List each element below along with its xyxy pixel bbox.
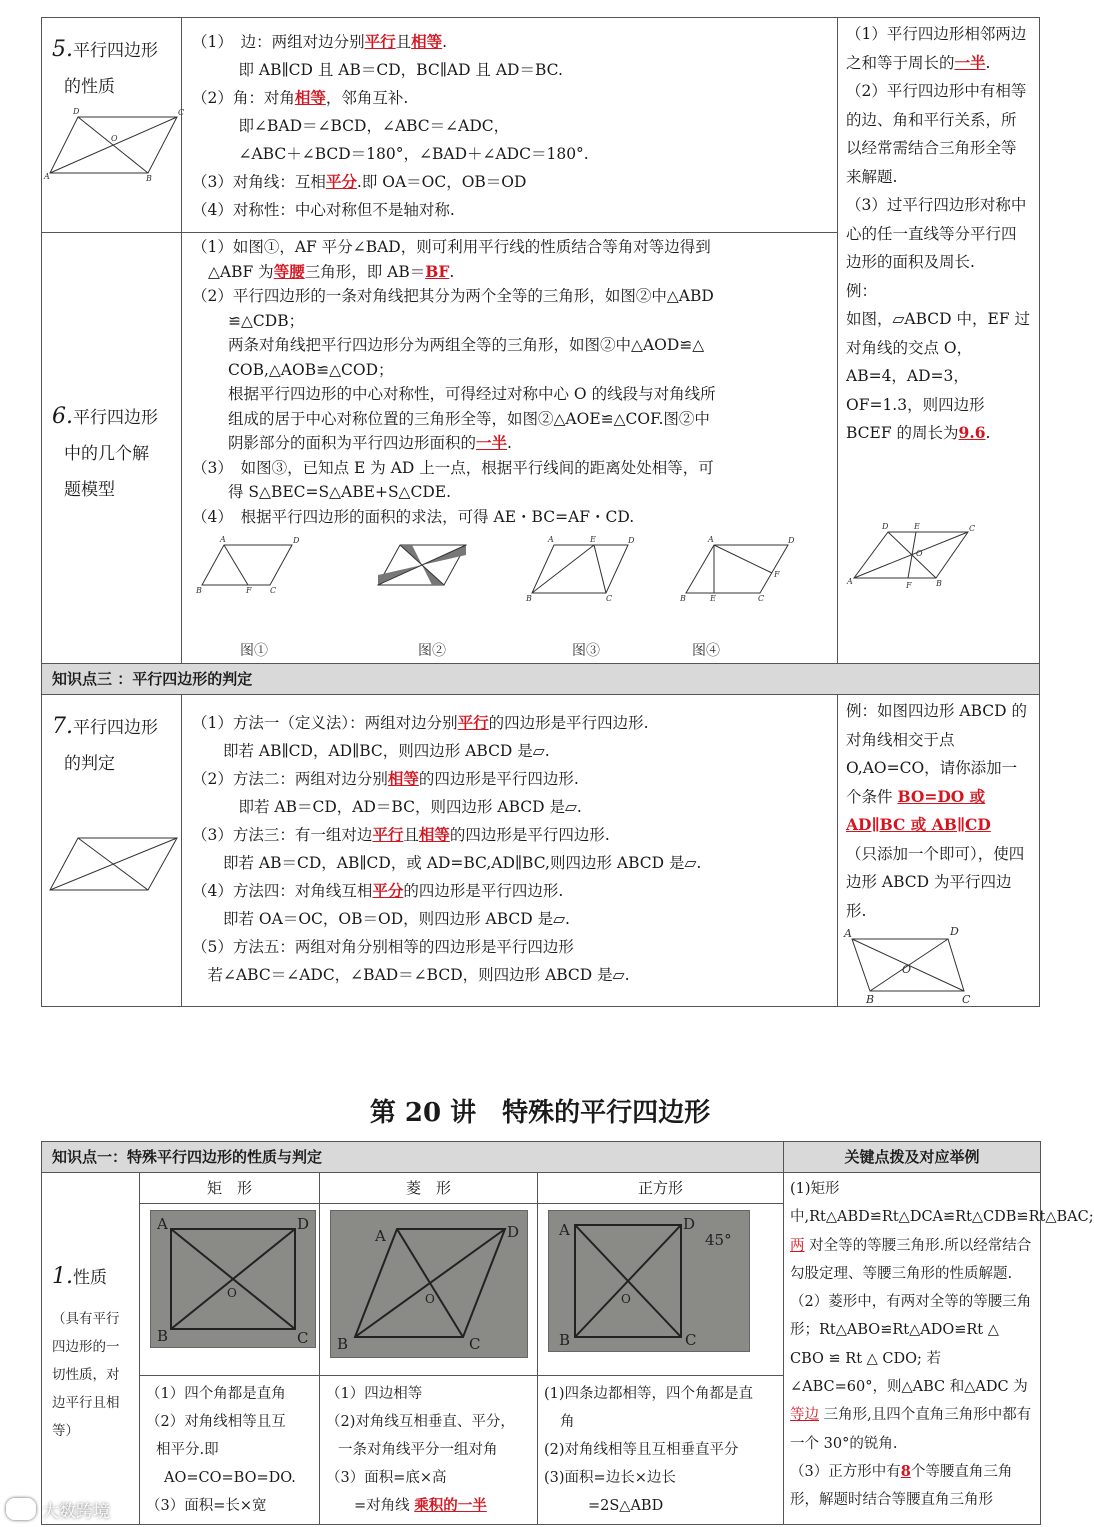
footer-brand: 大数跨境 bbox=[6, 1496, 146, 1522]
svg-text:O: O bbox=[425, 1292, 435, 1306]
text-line: （4） 根据平行四边形的面积的求法，可得 AE・BC=AF・CD. bbox=[192, 507, 635, 526]
svg-text:A: A bbox=[548, 535, 554, 544]
svg-text:图③: 图③ bbox=[572, 643, 600, 659]
text-line: 即若 AB＝CD，AD＝BC，则四边形 ABCD 是▱. bbox=[192, 798, 582, 816]
svg-text:B: B bbox=[526, 594, 532, 603]
side-header: 关键点拨及对应举例 bbox=[784, 1142, 1041, 1173]
prop-line: （3）面积=底×高 bbox=[326, 1470, 447, 1486]
side-notes-cell-kp1 bbox=[784, 1173, 1094, 1525]
svg-text:F: F bbox=[906, 580, 912, 590]
svg-text:F: F bbox=[774, 570, 780, 579]
svg-text:A: A bbox=[708, 535, 714, 544]
text-line: 两条对角线把平行四边形分为两组全等的三角形，如图②中△AOD≌△ bbox=[228, 336, 705, 354]
svg-text:B: B bbox=[196, 586, 202, 595]
svg-text:B: B bbox=[146, 174, 152, 183]
svg-text:图④: 图④ bbox=[692, 643, 720, 659]
side-note: 如图，▱ABCD 中，EF 过对角线的交点 O，AB=4，AD=3，OF=1.3，则四边形 BCEF 的周长为9.6. bbox=[846, 310, 1031, 442]
section-header-kp1: 知识点一：特殊平行四边形的性质与判定 bbox=[42, 1142, 784, 1173]
prop-line: AO=CO=BO=DO. bbox=[164, 1470, 296, 1486]
svg-text:E: E bbox=[590, 535, 596, 544]
text-line: （2）平行四边形的一条对角线把其分为两个全等的三角形，如图②中△ABD bbox=[192, 287, 714, 305]
side-note: （1）平行四边形相邻两边之和等于周长的一半. bbox=[846, 25, 1027, 72]
side-note: （2）菱形中，有两对全等的等腰三角形；Rt△ABO≌Rt△ADO≌Rt △ CBO ≌ Rt △ CDO; 若 ∠ABC=60°，则△ABC 和△ADC 为 等边 三角形,且四个直角三角形中都有一个 30°的锐角. bbox=[790, 1294, 1032, 1452]
side-note: 例：如图四边形 ABCD 的对角线相交于点 O,AO=CO，请你添加一个条件 BO=DO 或 AD∥BC 或 AB∥CD bbox=[846, 702, 1028, 834]
col-square: 正方形 bbox=[538, 1173, 784, 1204]
svg-text:B: B bbox=[157, 1327, 169, 1345]
prop-line: 相平分.即 bbox=[156, 1442, 219, 1458]
model-figures bbox=[182, 533, 832, 663]
rect-photo bbox=[150, 1210, 316, 1348]
topic-cell-1: 1.性质 （具有平行四边形的一切性质，对边平行且相等） bbox=[42, 1173, 140, 1525]
side-notes-cell-3 bbox=[838, 695, 1040, 1007]
text-line: 得 S△BEC=S△ABE+S△CDE. bbox=[228, 483, 452, 501]
svg-text:图②: 图② bbox=[418, 643, 446, 659]
side-notes-cell-1 bbox=[838, 18, 1040, 664]
text-line: （4）对称性：中心对称但不是轴对称. bbox=[192, 201, 455, 219]
svg-text:C: C bbox=[685, 1331, 697, 1349]
svg-text:A: A bbox=[375, 1227, 386, 1245]
svg-text:O: O bbox=[916, 548, 923, 558]
prop-line: （2)对角线互相垂直、平分， bbox=[326, 1414, 515, 1430]
svg-text:D: D bbox=[628, 536, 635, 545]
svg-text:F: F bbox=[246, 586, 252, 595]
topic-cell-6: 6.平行四边形 中的几个解 题模型 bbox=[42, 233, 182, 664]
svg-text:图①: 图① bbox=[240, 643, 268, 659]
rhombus-props-cell bbox=[320, 1376, 538, 1525]
section-header-kp3: 知识点三 ：平行四边形的判定 bbox=[42, 664, 1040, 695]
side-note: （只添加一个即可），使四边形 ABCD 为平行四边形. bbox=[846, 844, 1025, 920]
svg-text:C: C bbox=[962, 993, 971, 1006]
text-line: 阴影部分的面积为平行四边形面积的一半. bbox=[228, 433, 512, 452]
svg-text:C: C bbox=[270, 586, 277, 595]
svg-text:D: D bbox=[882, 521, 889, 531]
figure-3 bbox=[525, 535, 635, 659]
prop-line: 角 bbox=[560, 1414, 575, 1430]
svg-text:C: C bbox=[969, 523, 976, 533]
col-rect: 矩 形 bbox=[140, 1173, 320, 1204]
svg-text:O: O bbox=[227, 1286, 237, 1300]
prop-line: (2)对角线相等且互相垂直平分 bbox=[544, 1442, 739, 1458]
svg-text:D: D bbox=[73, 107, 80, 116]
text-line: 根据平行四边形的中心对称性，可得经过对称中心 O 的线段与对角线所 bbox=[228, 385, 716, 403]
parallelogram-figure-7 bbox=[42, 830, 182, 900]
svg-text:D: D bbox=[297, 1215, 310, 1233]
text-line: 即若 OA＝OC，OB＝OD，则四边形 ABCD 是▱. bbox=[192, 910, 570, 928]
text-line: （1） 边：两组对边分别平行且相等. bbox=[192, 32, 448, 51]
svg-text:C: C bbox=[606, 594, 613, 603]
text-line: 组成的居于中心对称位置的三角形全等，如图②△AOE≌△COF.图②中 bbox=[228, 409, 710, 428]
text-line: （3） 如图③，已知点 E 为 AD 上一点，根据平行线间的距离处处相等，可 bbox=[192, 458, 714, 477]
prop-line: （3）面积=长×宽 bbox=[146, 1498, 267, 1514]
svg-text:D: D bbox=[683, 1215, 696, 1233]
side-note: 例： bbox=[846, 281, 878, 300]
prop-line: (3)面积=边长×边长 bbox=[544, 1470, 676, 1486]
text-line: （3）对角线：互相平分.即 OA＝OC，OB＝OD bbox=[192, 172, 527, 191]
text-line: 若∠ABC＝∠ADC，∠BAD＝∠BCD，则四边形 ABCD 是▱. bbox=[192, 966, 630, 984]
svg-text:B: B bbox=[936, 578, 942, 588]
text-line: △ABF 为等腰三角形，即 AB＝BF. bbox=[208, 261, 455, 281]
svg-text:D: D bbox=[788, 536, 795, 545]
svg-text:E: E bbox=[914, 521, 920, 531]
svg-text:O: O bbox=[902, 963, 912, 976]
topic-subtitle: （具有平行四边形的一切性质，对边平行且相等） bbox=[52, 1311, 120, 1439]
text-line: COB,△AOB≌△COD； bbox=[228, 360, 394, 379]
text-line: （5）方法五：两组对角分别相等的四边形是平行四边形 bbox=[192, 938, 574, 956]
text-line: ∠ABC＋∠BCD＝180°，∠BAD＋∠ADC＝180°. bbox=[192, 145, 589, 163]
brand-logo-icon bbox=[6, 1498, 36, 1520]
text-line: （1）如图①，AF 平分∠BAD，则可利用平行线的性质结合等角对等边得到 bbox=[192, 238, 711, 256]
prop-line: =对角线 乘积的一半 bbox=[354, 1497, 487, 1514]
properties-table bbox=[41, 17, 1040, 1007]
side-note: (1)矩形中,Rt△ABD≌Rt△DCA≌Rt△CDB≌Rt△BAC; 两 对全等的等腰三角形.所以经常结合勾股定理、等腰三角形的性质解题. bbox=[790, 1181, 1094, 1282]
prop-line: （1）四个角都是直角 bbox=[146, 1386, 286, 1402]
svg-text:A: A bbox=[559, 1221, 570, 1239]
svg-text:A: A bbox=[220, 535, 226, 544]
figure-4 bbox=[679, 535, 795, 659]
svg-text:45°: 45° bbox=[705, 1231, 732, 1249]
svg-text:A: A bbox=[44, 172, 50, 181]
text-line: 即若 AB＝CD，AB∥CD，或 AD=BC,AD∥BC,则四边形 ABCD 是▱. bbox=[192, 854, 702, 872]
topic-cell-7: 7.平行四边形 的判定 bbox=[42, 695, 182, 1007]
text-line: （1）方法一（定义法）：两组对边分别平行的四边形是平行四边形. bbox=[192, 713, 649, 732]
svg-text:O: O bbox=[621, 1292, 631, 1306]
side-note: （3）过平行四边形对称中心的任一直线等分平行四边形的面积及周长. bbox=[846, 196, 1027, 271]
text-line: 即若 AB∥CD，AD∥BC，则四边形 ABCD 是▱. bbox=[192, 742, 550, 760]
rhombus-photo-cell bbox=[320, 1204, 538, 1376]
content-cell-5 bbox=[182, 18, 838, 233]
prop-line: =2S△ABD bbox=[588, 1498, 664, 1514]
text-line: （4）方法四：对角线互相平分的四边形是平行四边形. bbox=[192, 881, 564, 900]
text-line: （3）方法三：有一组对边平行且相等的四边形是平行四边形. bbox=[192, 825, 610, 844]
text-line: 即∠BAD＝∠BCD，∠ABC＝∠ADC， bbox=[192, 117, 510, 135]
parallelogram-figure-5 bbox=[42, 101, 185, 183]
text-line: （2）角：对角相等，邻角互补. bbox=[192, 88, 409, 107]
square-photo bbox=[548, 1210, 750, 1352]
prop-line: （1）四边相等 bbox=[326, 1386, 423, 1402]
svg-text:C: C bbox=[469, 1335, 481, 1353]
col-rhombus: 菱 形 bbox=[320, 1173, 538, 1204]
topic-cell-5: 5.平行四边形 的性质 D C O A B bbox=[42, 18, 182, 233]
side-note: （2）平行四边形中有相等的边、角和平行关系，所以经常需结合三角形全等来解题. bbox=[846, 82, 1027, 186]
figure-2 bbox=[378, 545, 466, 659]
square-photo-cell bbox=[538, 1204, 784, 1376]
svg-text:B: B bbox=[680, 594, 686, 603]
svg-text:D: D bbox=[293, 536, 300, 545]
text-line: 即 AB∥CD 且 AB＝CD，BC∥AD 且 AD＝BC. bbox=[192, 61, 563, 79]
svg-text:D: D bbox=[507, 1223, 520, 1241]
example-figure-abcd bbox=[838, 925, 1038, 1005]
svg-text:C: C bbox=[178, 108, 185, 117]
prop-line: 一条对角线平分一组对角 bbox=[338, 1442, 498, 1458]
svg-text:A: A bbox=[844, 927, 852, 940]
content-cell-6 bbox=[182, 233, 838, 664]
svg-text:B: B bbox=[559, 1331, 571, 1349]
svg-text:A: A bbox=[847, 576, 853, 586]
special-parallelogram-table bbox=[41, 1141, 1094, 1525]
prop-line: (1)四条边都相等，四个角都是直 bbox=[544, 1386, 754, 1402]
side-note: （3）正方形中有8个等腰直角三角形，解题时结合等腰直角三角形 bbox=[790, 1462, 1013, 1509]
svg-text:O: O bbox=[111, 134, 118, 143]
example-figure-efo bbox=[838, 520, 1038, 600]
prop-line: （2）对角线相等且互 bbox=[146, 1414, 286, 1430]
text-line: ≌△CDB； bbox=[228, 311, 305, 330]
square-props-cell bbox=[538, 1376, 784, 1525]
svg-text:E: E bbox=[710, 594, 716, 603]
rhombus-photo bbox=[330, 1210, 528, 1358]
content-cell-7 bbox=[182, 695, 838, 1007]
text-line: （2）方法二：两组对边分别相等的四边形是平行四边形. bbox=[192, 769, 579, 788]
lecture-title: 第 20 讲 特殊的平行四边形 bbox=[369, 1098, 711, 1128]
rect-props-cell bbox=[140, 1376, 320, 1525]
svg-text:B: B bbox=[337, 1335, 349, 1353]
svg-text:C: C bbox=[297, 1329, 309, 1347]
svg-text:B: B bbox=[866, 993, 875, 1006]
svg-text:D: D bbox=[950, 925, 959, 938]
rect-photo-cell bbox=[140, 1204, 320, 1376]
svg-text:A: A bbox=[157, 1215, 168, 1233]
svg-text:C: C bbox=[758, 594, 765, 603]
figure-1 bbox=[195, 535, 300, 659]
